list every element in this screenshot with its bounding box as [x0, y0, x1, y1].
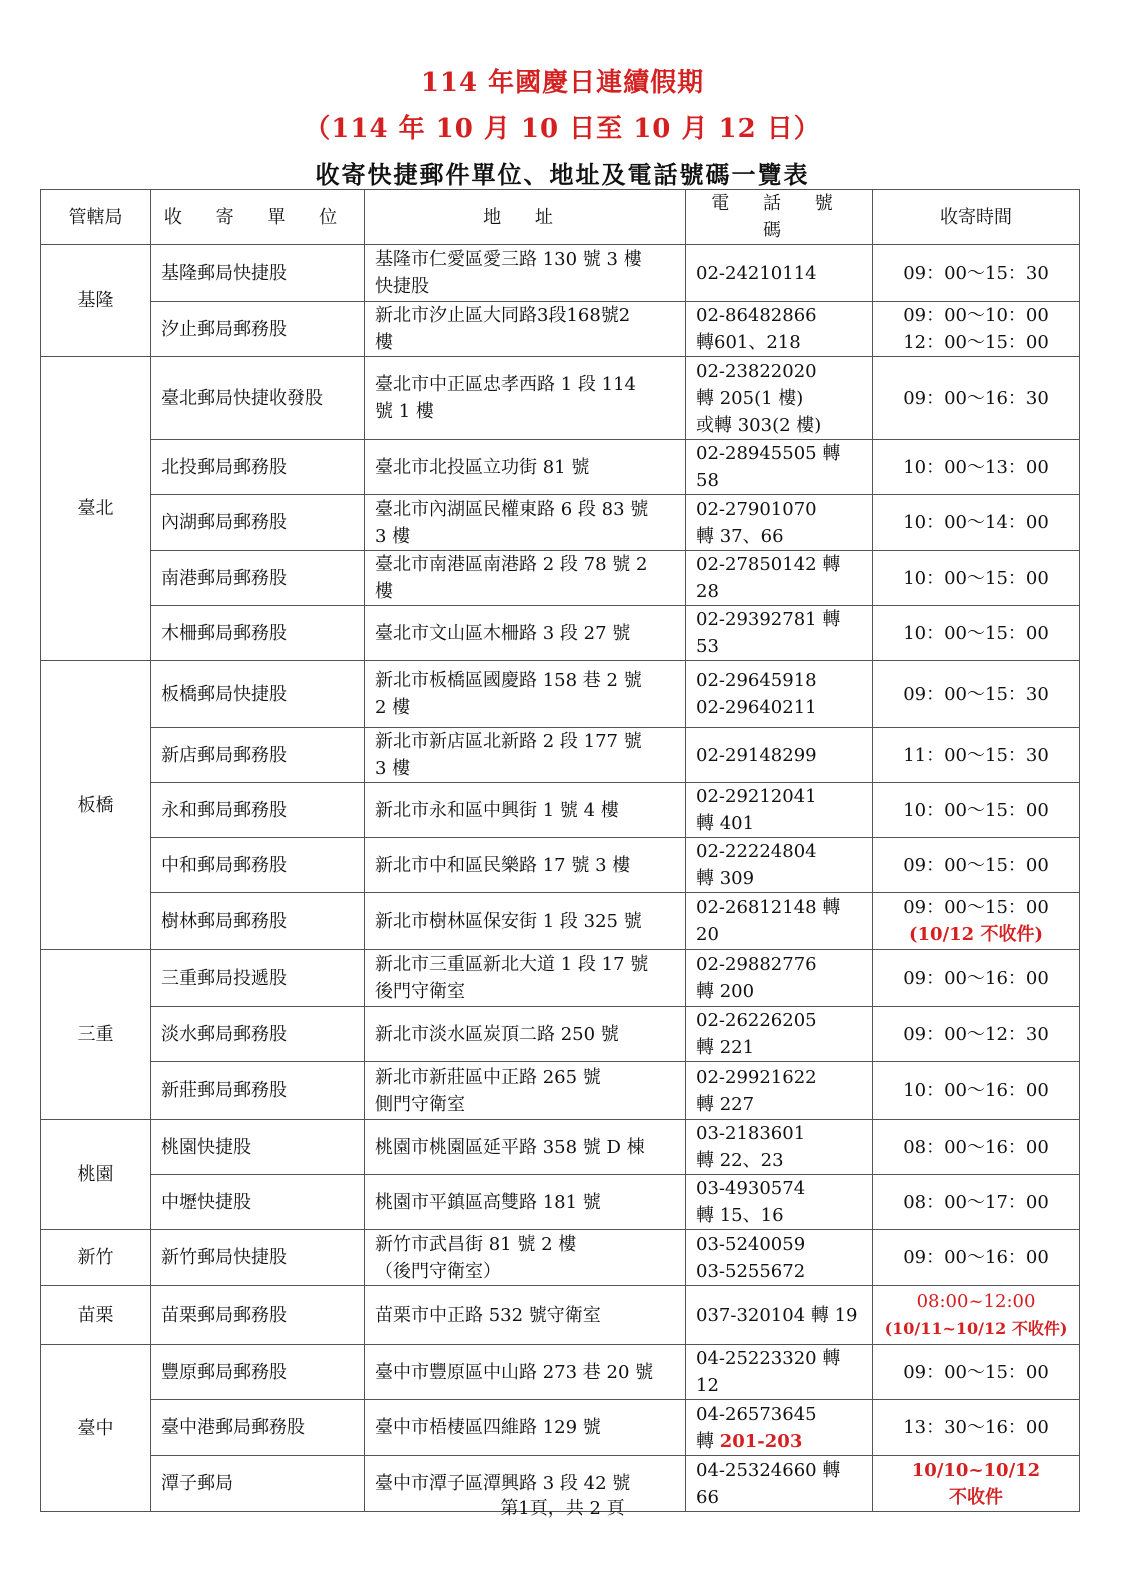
closed-note: (10/11~10/12 不收件): [884, 1319, 1068, 1338]
express-mail-table: [40, 189, 1080, 1512]
unit-cell: 板橋郵局快捷股: [151, 661, 365, 728]
table-row: [41, 1120, 1080, 1175]
address-line: 臺中市豐原區中山路 273 巷 20 號: [375, 1361, 654, 1383]
table-title: 收寄快捷郵件單位、地址及電話號碼一覽表: [315, 160, 810, 189]
phone-line: 02-29148299: [696, 744, 817, 766]
table-row: [41, 1345, 1080, 1400]
address-line: 後門守衛室: [375, 981, 465, 1002]
header-address: 地 址: [365, 190, 686, 245]
hours-cell: [873, 950, 1080, 1007]
phone-ext-red: 201-203: [719, 1430, 803, 1452]
hours-line: 09：00～16：30: [903, 387, 1049, 409]
address-cell: [365, 1062, 686, 1120]
hours-cell: [873, 838, 1080, 893]
phone-line: 或轉 303(2 樓): [696, 414, 822, 436]
address-cell: [365, 1007, 686, 1062]
hours-line: 09：00～16：00: [903, 967, 1049, 989]
table-row: [41, 1062, 1080, 1120]
hours-line: 09：00～12：30: [903, 1023, 1049, 1045]
phone-line: 03-4930574: [696, 1178, 806, 1199]
phone-line: 02-29640211: [696, 697, 817, 718]
hours-line: 09：00～15：00: [903, 854, 1049, 876]
address-line: 臺北市文山區木柵路 3 段 27 號: [375, 622, 631, 644]
phone-line: 04-26573645: [696, 1403, 817, 1425]
hours-line: 09：00～15：30: [903, 683, 1049, 705]
hours-cell: [873, 661, 1080, 728]
phone-cell: [686, 661, 873, 728]
address-line: 新北市汐止區大同路3段168號2: [375, 305, 631, 326]
unit-cell: 中壢快捷股: [151, 1175, 365, 1230]
phone-cell: [686, 950, 873, 1007]
address-line: 快捷股: [375, 276, 429, 297]
address-line: 臺北市北投區立功街 81 號: [375, 456, 590, 478]
table-header-row: [41, 190, 1080, 245]
phone-line: 02-27901070: [696, 498, 817, 520]
hours-line: 13：30～16：00: [903, 1417, 1049, 1438]
phone-line: 03-5240059: [696, 1233, 806, 1255]
address-line: 新北市樹林區保安街 1 段 325 號: [375, 910, 642, 932]
table-row: [41, 495, 1080, 551]
address-line: 臺北市中正區忠孝西路 1 段 114: [375, 374, 636, 395]
hours-cell: [873, 893, 1080, 950]
address-line: 3 樓: [375, 758, 411, 779]
unit-cell: 新竹郵局快捷股: [151, 1230, 365, 1286]
phone-line: 轉 205(1 樓): [696, 387, 804, 409]
unit-cell: 臺中港郵局郵務股: [151, 1400, 365, 1456]
address-cell: [365, 1286, 686, 1345]
phone-cell: [686, 551, 873, 606]
hours-cell: [873, 1400, 1080, 1456]
unit-cell: 中和郵局郵務股: [151, 838, 365, 893]
phone-line: 02-22224804: [696, 841, 817, 862]
table-row: [41, 551, 1080, 606]
phone-line: 02-29212041: [696, 786, 817, 807]
hours-cell: [873, 245, 1080, 302]
title-line-1: 114 年國慶日連續假期: [420, 68, 705, 98]
address-cell: [365, 1400, 686, 1456]
address-line: 新北市新店區北新路 2 段 177 號: [375, 731, 642, 752]
office-cell: 基隆: [41, 245, 151, 357]
phone-line: 02-86482866: [696, 305, 817, 326]
phone-line: 02-29392781 轉 53: [696, 609, 841, 657]
hours-line: 09：00～10：00: [903, 305, 1049, 326]
hours-line: 11：00～15：30: [903, 744, 1049, 766]
hours-line: 09：00～15：00: [903, 897, 1049, 918]
office-cell: 板橋: [41, 661, 151, 950]
address-cell: [365, 728, 686, 783]
hours-line: 09：00～16：00: [903, 1247, 1049, 1268]
phone-cell: [686, 1286, 873, 1345]
phone-cell: [686, 495, 873, 551]
phone-ext-line: [696, 1428, 862, 1455]
address-line: 新北市板橋區國慶路 158 巷 2 號: [375, 670, 642, 691]
unit-cell: 潭子郵局: [151, 1456, 365, 1512]
hours-cell: [873, 728, 1080, 783]
phone-cell: [686, 440, 873, 495]
phone-cell: [686, 302, 873, 357]
phone-line: 02-29921622: [696, 1066, 817, 1088]
table-row: [41, 440, 1080, 495]
phone-line: 02-26812148 轉 20: [696, 897, 841, 945]
office-cell: 臺北: [41, 357, 151, 661]
unit-cell: 新莊郵局郵務股: [151, 1062, 365, 1120]
address-cell: [365, 838, 686, 893]
hours-line: 10：00～14：00: [903, 512, 1049, 533]
hours-red: 08:00~12:00: [916, 1291, 1036, 1312]
address-cell: [365, 783, 686, 838]
hours-cell: [873, 1175, 1080, 1230]
unit-cell: 南港郵局郵務股: [151, 551, 365, 606]
unit-cell: 北投郵局郵務股: [151, 440, 365, 495]
phone-line: 03-2183601: [696, 1123, 806, 1144]
address-line: 2 樓: [375, 697, 411, 718]
header-unit: 收 寄 單 位: [151, 190, 365, 245]
table-row: [41, 893, 1080, 950]
address-cell: [365, 440, 686, 495]
address-line: 桃園市平鎮區高雙路 181 號: [375, 1191, 601, 1213]
unit-cell: 樹林郵局郵務股: [151, 893, 365, 950]
page-number: 第1頁，共 2 頁: [500, 1498, 625, 1519]
hours-cell: [873, 495, 1080, 551]
phone-ext-prefix: 轉: [696, 1430, 720, 1452]
phone-line: 轉 37、66: [696, 525, 784, 547]
address-line: 樓: [375, 332, 393, 353]
address-line: （後門守衛室）: [375, 1260, 501, 1282]
phone-line: 04-25223320 轉 12: [696, 1348, 841, 1396]
phone-cell: [686, 606, 873, 661]
hours-cell: [873, 783, 1080, 838]
hours-line: 10：00～15：00: [903, 622, 1049, 644]
address-line: 新北市三重區新北大道 1 段 17 號: [375, 954, 649, 975]
phone-line: 037-320104 轉 19: [696, 1304, 858, 1326]
phone-line: 轉 22、23: [696, 1150, 784, 1171]
hours-cell: [873, 1120, 1080, 1175]
unit-cell: 苗栗郵局郵務股: [151, 1286, 365, 1345]
table-row: [41, 1230, 1080, 1286]
address-line: 臺中市梧棲區四維路 129 號: [375, 1417, 601, 1438]
address-cell: [365, 950, 686, 1007]
table-row: [41, 302, 1080, 357]
address-cell: [365, 1120, 686, 1175]
hours-cell: [873, 302, 1080, 357]
address-line: 新北市中和區民樂路 17 號 3 樓: [375, 854, 631, 876]
address-cell: [365, 1175, 686, 1230]
hours-cell: [873, 1007, 1080, 1062]
address-line: 桃園市桃園區延平路 358 號 D 棟: [375, 1136, 645, 1158]
phone-line: 04-25324660 轉 66: [696, 1459, 841, 1508]
unit-cell: 臺北郵局快捷收發股: [151, 357, 365, 440]
office-cell: 三重: [41, 950, 151, 1120]
hours-line: 09：00～15：30: [903, 262, 1049, 284]
phone-cell: [686, 1230, 873, 1286]
office-cell: 桃園: [41, 1120, 151, 1230]
unit-cell: 桃園快捷股: [151, 1120, 365, 1175]
table-row: [41, 1400, 1080, 1456]
table-row: [41, 950, 1080, 1007]
table-row: [41, 1175, 1080, 1230]
hours-cell: [873, 1286, 1080, 1345]
address-line: 新北市淡水區炭頂二路 250 號: [375, 1023, 619, 1045]
address-cell: [365, 302, 686, 357]
hours-cell: [873, 551, 1080, 606]
address-cell: [365, 551, 686, 606]
hours-cell: [873, 1230, 1080, 1286]
unit-cell: 淡水郵局郵務股: [151, 1007, 365, 1062]
header-phone: 電 話 號 碼: [686, 190, 873, 245]
address-cell: [365, 245, 686, 302]
address-line: 側門守衛室: [375, 1093, 465, 1115]
address-line: 3 樓: [375, 525, 411, 547]
header-office: 管轄局: [41, 190, 151, 245]
phone-line: 轉 221: [696, 1037, 755, 1058]
hours-line: 12：00～15：00: [903, 332, 1049, 353]
unit-cell: 三重郵局投遞股: [151, 950, 365, 1007]
hours-cell: [873, 1345, 1080, 1400]
hours-line: 08：00～16：00: [903, 1136, 1049, 1158]
phone-line: 轉 200: [696, 981, 755, 1002]
phone-cell: [686, 838, 873, 893]
table-row: [41, 783, 1080, 838]
phone-cell: [686, 1400, 873, 1456]
hours-cell: [873, 357, 1080, 440]
unit-cell: 永和郵局郵務股: [151, 783, 365, 838]
phone-line: 02-24210114: [696, 262, 817, 284]
address-line: 新竹市武昌街 81 號 2 樓: [375, 1233, 577, 1255]
phone-cell: [686, 1120, 873, 1175]
table-row: [41, 1286, 1080, 1345]
address-cell: [365, 606, 686, 661]
address-cell: [365, 495, 686, 551]
phone-line: 02-29645918: [696, 670, 817, 691]
hours-line: 08：00～17：00: [903, 1191, 1049, 1213]
phone-line: 02-28945505 轉 58: [696, 443, 841, 491]
address-line: 臺北市南港區南港路 2 段 78 號 2: [375, 554, 648, 575]
unit-cell: 新店郵局郵務股: [151, 728, 365, 783]
phone-line: 轉601、218: [696, 332, 801, 353]
phone-cell: [686, 1062, 873, 1120]
address-line: 苗栗市中正路 532 號守衛室: [375, 1304, 601, 1326]
address-cell: [365, 661, 686, 728]
closed-note: 不收件: [949, 1486, 1003, 1508]
address-cell: [365, 1230, 686, 1286]
phone-line: 02-27850142 轉 28: [696, 554, 841, 602]
address-line: 臺中市潭子區潭興路 3 段 42 號: [375, 1473, 631, 1494]
address-line: 基隆市仁愛區愛三路 130 號 3 樓: [375, 249, 642, 270]
table-row: [41, 661, 1080, 728]
address-line: 號 1 樓: [375, 401, 434, 422]
address-cell: [365, 1345, 686, 1400]
table-row: [41, 606, 1080, 661]
title-line-2: （114 年 10 月 10 日至 10 月 12 日）: [304, 114, 821, 144]
phone-line: 轉 15、16: [696, 1205, 784, 1226]
unit-cell: 木柵郵局郵務股: [151, 606, 365, 661]
hours-line: 10：00～15：00: [903, 799, 1049, 821]
phone-line: 轉 227: [696, 1093, 755, 1115]
phone-cell: [686, 357, 873, 440]
table-row: [41, 838, 1080, 893]
phone-cell: [686, 728, 873, 783]
address-line: 新北市永和區中興街 1 號 4 樓: [375, 799, 619, 821]
hours-line: 09：00～15：00: [903, 1361, 1049, 1383]
phone-line: 轉 309: [696, 868, 755, 889]
phone-cell: [686, 783, 873, 838]
unit-cell: 基隆郵局快捷股: [151, 245, 365, 302]
address-line: 新北市新莊區中正路 265 號: [375, 1066, 601, 1088]
phone-line: 轉 401: [696, 813, 755, 834]
phone-cell: [686, 1345, 873, 1400]
address-line: 樓: [375, 581, 393, 602]
closed-note: 10/10~10/12: [911, 1459, 1041, 1481]
phone-cell: [686, 1007, 873, 1062]
office-cell: 新竹: [41, 1230, 151, 1286]
table-row: [41, 245, 1080, 302]
phone-line: 02-23822020: [696, 360, 817, 382]
phone-cell: [686, 893, 873, 950]
hours-cell: [873, 606, 1080, 661]
table-row: [41, 728, 1080, 783]
table-row: [41, 1007, 1080, 1062]
hours-cell: [873, 1062, 1080, 1120]
hours-cell: [873, 440, 1080, 495]
office-cell: 臺中: [41, 1345, 151, 1512]
address-cell: [365, 893, 686, 950]
table-row: [41, 357, 1080, 440]
hours-line: 10：00～16：00: [903, 1080, 1049, 1101]
unit-cell: 豐原郵局郵務股: [151, 1345, 365, 1400]
phone-cell: [686, 245, 873, 302]
address-cell: [365, 357, 686, 440]
phone-line: 02-29882776: [696, 954, 817, 975]
unit-cell: 汐止郵局郵務股: [151, 302, 365, 357]
hours-line: 10：00～15：00: [903, 567, 1049, 589]
address-line: 臺北市內湖區民權東路 6 段 83 號: [375, 498, 649, 520]
phone-line: 03-5255672: [696, 1260, 806, 1282]
unit-cell: 內湖郵局郵務股: [151, 495, 365, 551]
hours-line: 10：00～13：00: [903, 456, 1049, 478]
header-hours: 收寄時間: [873, 190, 1080, 245]
closed-note: (10/12 不收件): [909, 924, 1043, 945]
phone-cell: [686, 1175, 873, 1230]
phone-line: 02-26226205: [696, 1010, 817, 1031]
office-cell: 苗栗: [41, 1286, 151, 1345]
